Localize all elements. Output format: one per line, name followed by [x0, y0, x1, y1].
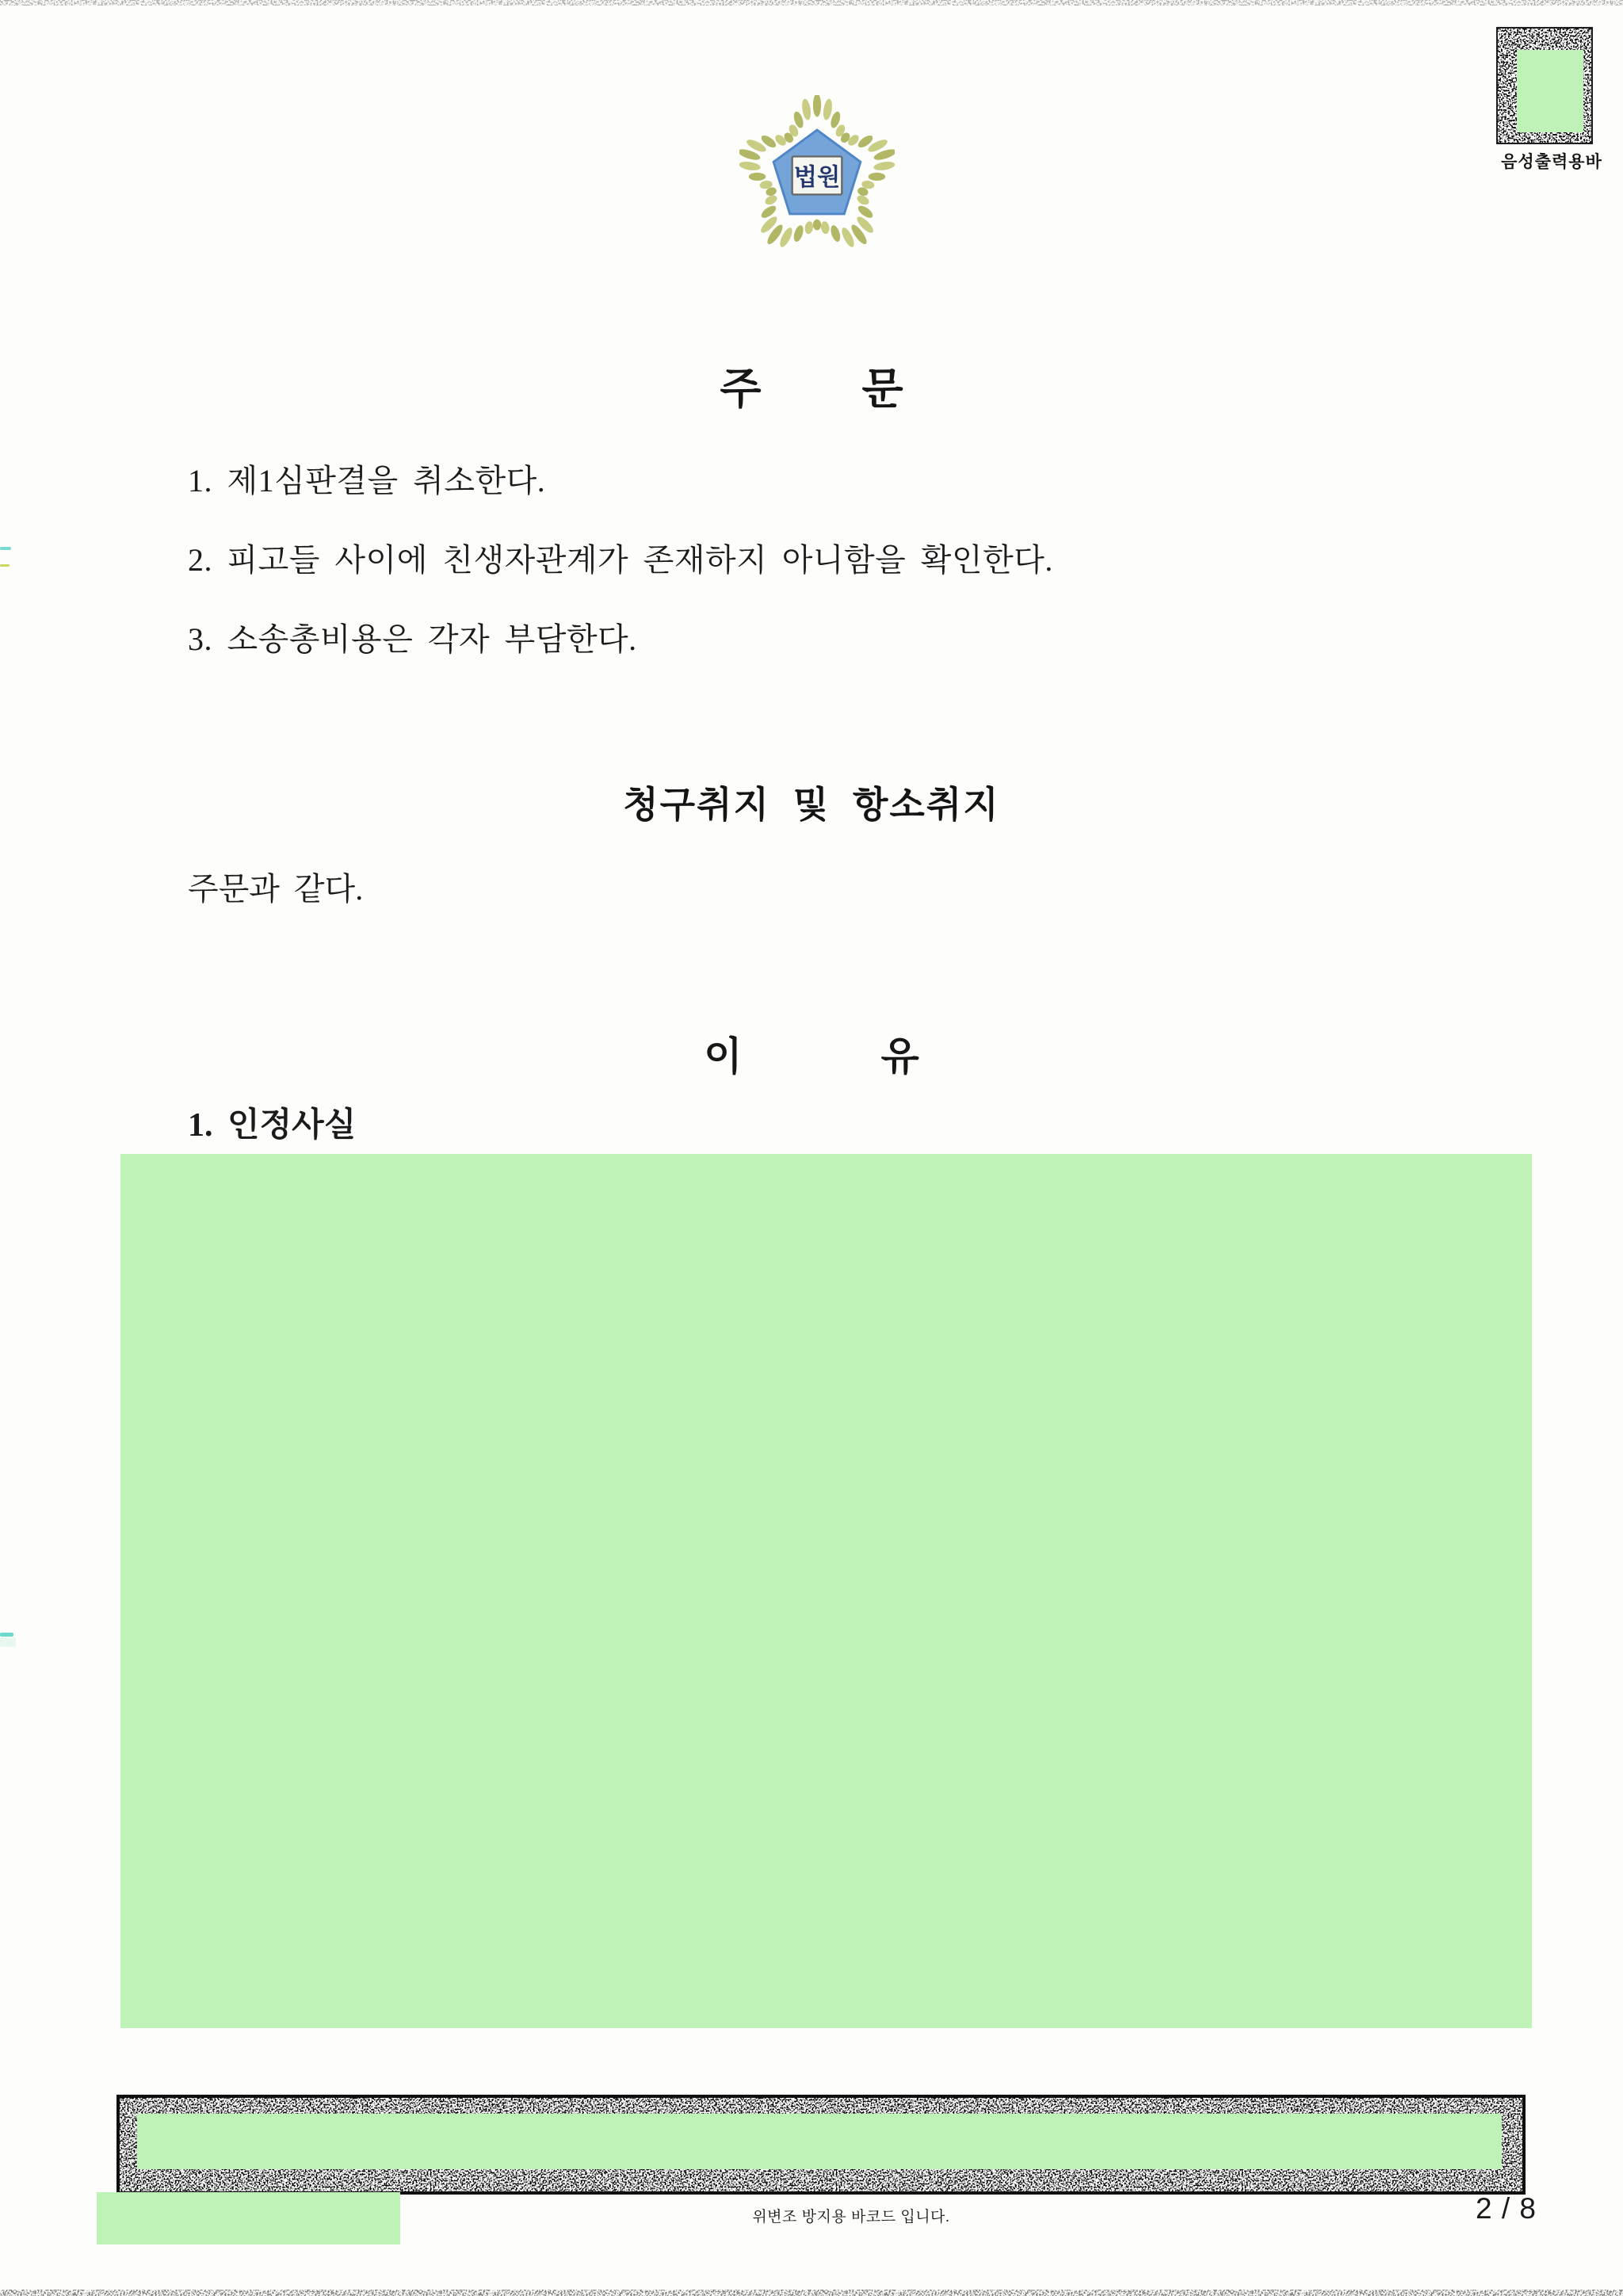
order-title-right: 문 — [861, 365, 903, 413]
voice-output-barcode — [1496, 27, 1593, 144]
page-number: 2 / 8 — [1476, 2192, 1537, 2225]
anti-forgery-caption: 위변조 방지용 바코드 입니다. — [752, 2209, 950, 2225]
anti-forgery-barcode — [116, 2095, 1526, 2195]
reason-title-left: 이 — [704, 1034, 743, 1079]
claim-section-body: 주문과 같다. — [188, 871, 364, 907]
voice-barcode-green-overlay — [1517, 50, 1583, 132]
reason-section-title — [0, 1034, 1623, 1079]
order-item: 2. 피고들 사이에 친생자관계가 존재하지 아니함을 확인한다. — [188, 542, 1053, 578]
redaction-block — [120, 1154, 1532, 2028]
scan-artifact-cyan-dash — [0, 547, 11, 550]
emblem-label: 법원 — [793, 163, 841, 191]
top-edge-scan-noise — [0, 0, 1623, 6]
reason-item-heading: 1. 인정사실 — [188, 1107, 357, 1144]
voice-barcode-caption: 음성출력용바 — [1501, 153, 1602, 171]
order-item: 1. 제1심판결을 취소한다. — [188, 463, 546, 499]
bottom-edge-scan-noise — [0, 2290, 1623, 2296]
scan-artifact-yellow-dash — [0, 564, 10, 567]
order-list — [188, 464, 1053, 701]
order-title-left: 주 — [720, 365, 762, 413]
court-emblem — [739, 95, 895, 250]
barcode-green-overlay — [137, 2114, 1502, 2169]
claim-section-title: 청구취지 및 항소취지 — [623, 784, 1000, 825]
reason-title-right: 유 — [880, 1034, 919, 1079]
scan-artifact-mint-smudge — [0, 1637, 16, 1647]
order-section-title — [0, 365, 1623, 413]
order-item: 3. 소송총비용은 각자 부담한다. — [188, 621, 637, 657]
scan-artifact-cyan-dash — [0, 1633, 13, 1637]
